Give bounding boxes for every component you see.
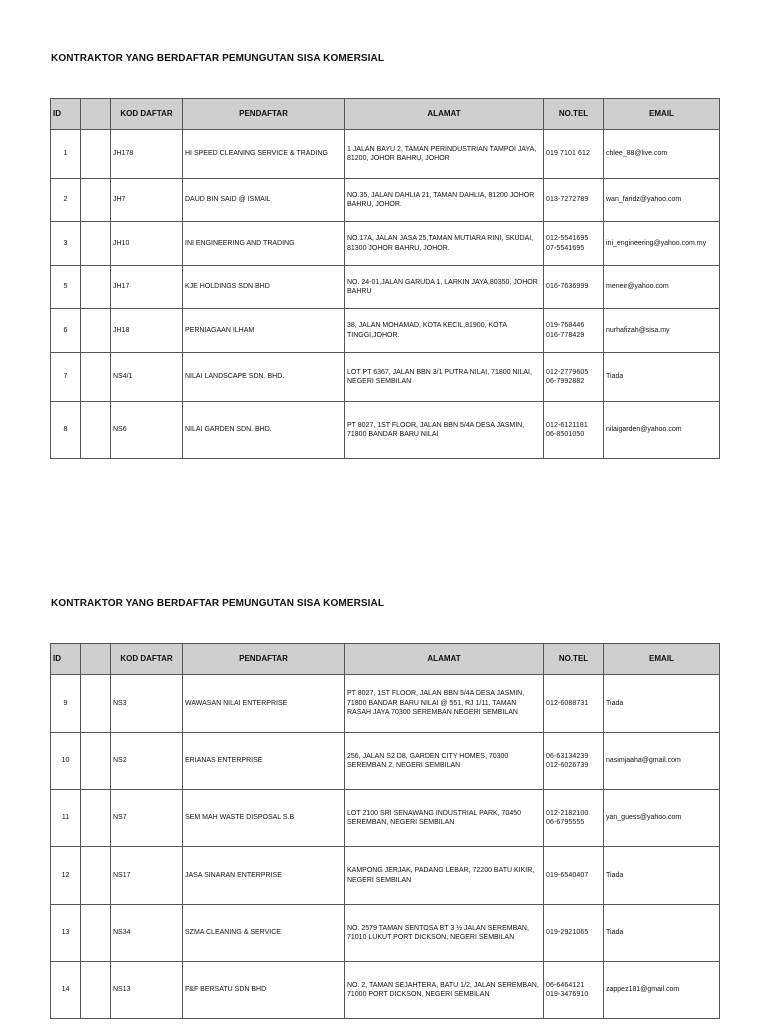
cell-no-tel: 06-63134239 012-6026739 (544, 733, 604, 790)
cell-kod-daftar: JH17 (111, 266, 183, 309)
header-alamat: ALAMAT (345, 99, 544, 130)
table-row (51, 962, 720, 1019)
cell-no-tel: 012-2779605 06-7992882 (544, 353, 604, 402)
cell-kod-daftar: JH178 (111, 130, 183, 179)
cell-id: 10 (51, 733, 81, 790)
cell-id: 8 (51, 402, 81, 459)
cell-pendaftar: JASA SINARAN ENTERPRISE (183, 847, 345, 905)
cell-pendaftar: INI ENGINEERING AND TRADING (183, 222, 345, 266)
table-row (51, 733, 720, 790)
cell-id: 7 (51, 353, 81, 402)
cell-alamat: PT 8027, 1ST FLOOR, JALAN BBN 5/4A DESA JASMIN, 71800 BANDAR BARU NILAI (345, 402, 544, 459)
cell-blank (81, 309, 111, 353)
table-row (51, 675, 720, 733)
table-row (51, 266, 720, 309)
cell-pendaftar: SEM MAH WASTE DISPOSAL S.B (183, 790, 345, 847)
cell-pendaftar: DAUD BIN SAID @ ISMAIL (183, 179, 345, 222)
cell-alamat: NO.35, JALAN DAHLIA 21, TAMAN DAHLIA, 81200 JOHOR BAHRU, JOHOR. (345, 179, 544, 222)
cell-email: Tiada (604, 675, 720, 733)
cell-no-tel: 012-2182100 06-6795555 (544, 790, 604, 847)
cell-blank (81, 353, 111, 402)
header-no-tel: NO.TEL (544, 99, 604, 130)
contractor-table (50, 643, 720, 1019)
header-pendaftar: PENDAFTAR (183, 99, 345, 130)
cell-alamat: PT 8027, 1ST FLOOR, JALAN BBN 5/4A DESA JASMIN, 71800 BANDAR BARU NILAI @ 551, RJ 1/11, TAMAN RASAH JAYA 70300 SEREMBAN NEGERI SEMBILAN (345, 675, 544, 733)
cell-email: chlee_88@live.com (604, 130, 720, 179)
cell-kod-daftar: NS4/1 (111, 353, 183, 402)
cell-alamat: 256, JALAN S2 D8, GARDEN CITY HOMES, 70300 SEREMBAN 2, NEGERI SEMBILAN (345, 733, 544, 790)
cell-email: zappez181@gmail.com (604, 962, 720, 1019)
table-row (51, 847, 720, 905)
cell-email: wan_faridz@yahoo.com (604, 179, 720, 222)
header-blank (81, 99, 111, 130)
cell-no-tel: 019 7101 612 (544, 130, 604, 179)
header-email: EMAIL (604, 644, 720, 675)
table-row (51, 309, 720, 353)
table-row (51, 402, 720, 459)
header-id: ID (51, 99, 81, 130)
table-row (51, 905, 720, 962)
cell-blank (81, 130, 111, 179)
header-email: EMAIL (604, 99, 720, 130)
cell-alamat: NO.17A, JALAN JASA 25,TAMAN MUTIARA RINI, SKUDAI, 81300 JOHOR BAHRU, JOHOR. (345, 222, 544, 266)
cell-blank (81, 179, 111, 222)
cell-blank (81, 266, 111, 309)
cell-kod-daftar: JH18 (111, 309, 183, 353)
cell-kod-daftar: NS13 (111, 962, 183, 1019)
cell-id: 6 (51, 309, 81, 353)
cell-blank (81, 733, 111, 790)
cell-no-tel: 012-6088731 (544, 675, 604, 733)
cell-alamat: LOT PT 6367, JALAN BBN 3/1 PUTRA NILAI, 71800 NILAI, NEGERI SEMBILAN (345, 353, 544, 402)
cell-kod-daftar: NS2 (111, 733, 183, 790)
cell-id: 9 (51, 675, 81, 733)
table-row (51, 790, 720, 847)
cell-pendaftar: HI SPEED CLEANING SERVICE & TRADING (183, 130, 345, 179)
cell-kod-daftar: NS34 (111, 905, 183, 962)
header-alamat: ALAMAT (345, 644, 544, 675)
cell-no-tel: 06-6464121 019-3476910 (544, 962, 604, 1019)
cell-email: nasimjaaha@gmail.com (604, 733, 720, 790)
header-no-tel: NO.TEL (544, 644, 604, 675)
cell-pendaftar: SZMA CLEANING & SERVICE (183, 905, 345, 962)
cell-kod-daftar: JH10 (111, 222, 183, 266)
section-title: KONTRAKTOR YANG BERDAFTAR PEMUNGUTAN SISA KOMERSIAL (51, 53, 385, 64)
cell-kod-daftar: NS3 (111, 675, 183, 733)
cell-email: Tiada (604, 353, 720, 402)
cell-email: nilaigarden@yahoo.com (604, 402, 720, 459)
cell-no-tel: 019-768446 016-778429 (544, 309, 604, 353)
table-header-row (51, 99, 720, 130)
cell-blank (81, 675, 111, 733)
header-id: ID (51, 644, 81, 675)
cell-blank (81, 847, 111, 905)
cell-pendaftar: F&F BERSATU SDN BHD (183, 962, 345, 1019)
cell-no-tel: 019-2921065 (544, 905, 604, 962)
cell-pendaftar: NILAI GARDEN SDN. BHD. (183, 402, 345, 459)
cell-email: Tiada (604, 847, 720, 905)
cell-blank (81, 402, 111, 459)
cell-pendaftar: NILAI LANDSCAPE SDN. BHD. (183, 353, 345, 402)
cell-email: nurhafizah@sisa.my (604, 309, 720, 353)
cell-kod-daftar: JH7 (111, 179, 183, 222)
cell-id: 1 (51, 130, 81, 179)
cell-pendaftar: KJE HOLDINGS SDN BHD (183, 266, 345, 309)
cell-id: 12 (51, 847, 81, 905)
cell-pendaftar: ERIANAS ENTERPRISE (183, 733, 345, 790)
contractor-table (50, 98, 720, 459)
cell-email: ini_engineering@yahoo.com.my (604, 222, 720, 266)
header-blank (81, 644, 111, 675)
cell-blank (81, 790, 111, 847)
cell-alamat: KAMPONG JERJAK, PADANG LEBAR, 72200 BATU KIKIR, NEGERI SEMBILAN (345, 847, 544, 905)
cell-no-tel: 013-7272789 (544, 179, 604, 222)
section-title: KONTRAKTOR YANG BERDAFTAR PEMUNGUTAN SISA KOMERSIAL (51, 598, 385, 609)
cell-email: Tiada (604, 905, 720, 962)
cell-email: yan_guess@yahoo.com (604, 790, 720, 847)
cell-alamat: NO. 2579 TAMAN SENTOSA BT 3 ½ JALAN SEREMBAN, 71010 LUKUT PORT DICKSON, NEGERI SEMBILAN (345, 905, 544, 962)
cell-no-tel: 012-6121181 06-8501050 (544, 402, 604, 459)
cell-id: 5 (51, 266, 81, 309)
cell-alamat: 1 JALAN BAYU 2, TAMAN PERINDUSTRIAN TAMPOI JAYA, 81200, JOHOR BAHRU, JOHOR (345, 130, 544, 179)
cell-alamat: NO. 24-01,JALAN GARUDA 1, LARKIN JAYA,80350, JOHOR BAHRU (345, 266, 544, 309)
header-kod-daftar: KOD DAFTAR (111, 99, 183, 130)
table-row (51, 222, 720, 266)
cell-no-tel: 019-6540407 (544, 847, 604, 905)
cell-id: 11 (51, 790, 81, 847)
cell-alamat: NO. 2, TAMAN SEJAHTERA, BATU 1/2, JALAN SEREMBAN, 71000 PORT DICKSON, NEGERI SEMBILAN (345, 962, 544, 1019)
table-row (51, 179, 720, 222)
header-pendaftar: PENDAFTAR (183, 644, 345, 675)
cell-email: meneir@yahoo.com (604, 266, 720, 309)
table-header-row (51, 644, 720, 675)
cell-blank (81, 222, 111, 266)
cell-id: 2 (51, 179, 81, 222)
cell-pendaftar: WAWASAN NILAI ENTERPRISE (183, 675, 345, 733)
cell-kod-daftar: NS17 (111, 847, 183, 905)
table-row (51, 353, 720, 402)
cell-alamat: LOT 2100 SRI SENAWANG INDUSTRIAL PARK, 70450 SEREMBAN, NEGERI SEMBILAN (345, 790, 544, 847)
cell-pendaftar: PERNIAGAAN ILHAM (183, 309, 345, 353)
table-row (51, 130, 720, 179)
cell-id: 13 (51, 905, 81, 962)
cell-id: 3 (51, 222, 81, 266)
header-kod-daftar: KOD DAFTAR (111, 644, 183, 675)
cell-no-tel: 012-5541695 07-5541695 (544, 222, 604, 266)
cell-id: 14 (51, 962, 81, 1019)
cell-kod-daftar: NS7 (111, 790, 183, 847)
cell-kod-daftar: NS6 (111, 402, 183, 459)
cell-blank (81, 962, 111, 1019)
cell-alamat: 38, JALAN MOHAMAD, KOTA KECIL,81900, KOTA TINGGI,JOHOR. (345, 309, 544, 353)
cell-blank (81, 905, 111, 962)
cell-no-tel: 016-7636999 (544, 266, 604, 309)
